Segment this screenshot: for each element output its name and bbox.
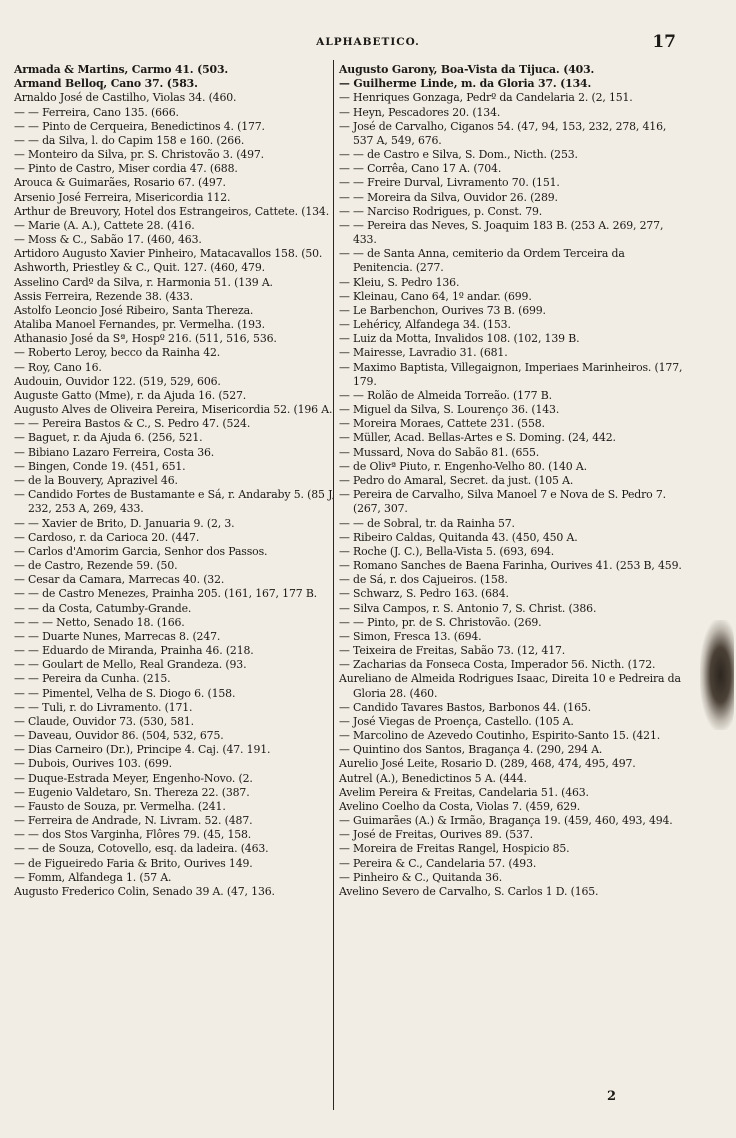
directory-entry: — — Ferreira, Cano 135. (666. [14,105,179,119]
directory-entry: — de Castro, Rezende 59. (50. [14,559,178,573]
directory-entry: — Pinheiro & C., Quitanda 36. [339,870,503,884]
directory-entry: — Cardoso, r. da Carioca 20. (447. [14,530,200,544]
signature-mark: 2 [606,1089,616,1104]
directory-entry: — de Sá, r. dos Cajueiros. (158. [339,573,508,587]
directory-entry: — Dubois, Ourives 103. (699. [14,757,172,771]
directory-entry: Artidoro Augusto Xavier Pinheiro, Matacavallos 158. (50. [14,247,323,261]
directory-entry: — — Pereira da Cunha. (215. [14,672,171,686]
directory-entry: — Lehéricy, Alfandega 34. (153. [339,318,511,332]
directory-entry: — Moreira de Freitas Rangel, Hospicio 85. [339,842,570,856]
directory-entry: — — dos Stos Varginha, Flôres 79. (45, 158. [14,828,252,842]
directory-entry: — — de Castro Menezes, Prainha 205. (161, 167, 177 B. [14,587,317,601]
directory-entry: — — Pinto, pr. de S. Christovão. (269. [339,615,542,629]
directory-entry: Avelino Severo de Carvalho, S. Carlos 1 D. (165. [339,884,599,898]
directory-entry: — Mairesse, Lavradio 31. (681. [339,346,508,360]
directory-entry: — — Pereira Bastos & C., S. Pedro 47. (524. [14,417,251,431]
directory-entry: — de Figueiredo Faria & Brito, Ourives 149. [14,856,253,870]
directory-entry: Arouca & Guimarães, Rosario 67. (497. [14,176,226,190]
directory-entry: — Silva Campos, r. S. Antonio 7, S. Christ. (386. [339,601,597,615]
directory-entry: — Carlos d'Amorim Garcia, Senhor dos Passos. [14,544,268,558]
directory-entry: — Roche (J. C.), Bella-Vista 5. (693, 694. [339,544,555,558]
directory-entry: — Heyn, Pescadores 20. (134. [339,105,501,119]
directory-entry: — Zacharias da Fonseca Costa, Imperador 56. Nicth. (172. [339,658,656,672]
directory-entry: — — Moreira da Silva, Ouvidor 26. (289. [339,190,558,204]
directory-entry: Ashworth, Priestley & C., Quit. 127. (460, 479. [14,261,265,275]
directory-entry: — Roberto Leroy, becco da Rainha 42. [14,346,221,360]
directory-entry: — — Duarte Nunes, Marrecas 8. (247. [14,629,221,643]
column-rule [333,60,334,1110]
directory-entry: — Pereira de Carvalho, Silva Manoel 7 e Nova de S. Pedro 7. (267, 307. [339,488,666,516]
directory-entry: — Eugenio Valdetaro, Sn. Thereza 22. (387. [14,785,250,799]
directory-entry: — Maximo Baptista, Villegaignon, Imperiaes Marinheiros. (177, 179. [339,360,683,388]
directory-entry: Arnaldo José de Castilho, Violas 34. (460. [14,91,237,105]
directory-entry: — Miguel da Silva, S. Lourenço 36. (143. [339,403,560,417]
directory-entry: — — de Sobral, tr. da Rainha 57. [339,516,515,530]
page-header [0,34,736,56]
directory-entry: — Müller, Acad. Bellas-Artes e S. Doming. (24, 442. [339,431,616,445]
directory-entry: — Pedro do Amaral, Secret. da just. (105 A. [339,473,574,487]
directory-entry: — Mussard, Nova do Sabão 81. (655. [339,445,540,459]
directory-entry: Augusto Frederico Colin, Senado 39 A. (47, 136. [14,884,275,898]
directory-entry: — Guilherme Linde, m. da Gloria 37. (134. [339,77,592,91]
directory-entry: — Candido Fortes de Bustamante e Sá, r. Andaraby 5. (85 J, 232, 253 A, 269, 433. [14,488,335,516]
directory-entry: — — Eduardo de Miranda, Prainha 46. (218. [14,644,254,658]
directory-entry: — — Rolão de Almeida Torreão. (177 B. [339,388,552,402]
directory-entry: Asselino Cardº da Silva, r. Harmonia 51. (139 A. [14,275,273,289]
right-column [339,63,684,899]
directory-entry: — Daveau, Ouvidor 86. (504, 532, 675. [14,729,224,743]
directory-entry: Augusto Garony, Boa-Vista da Tijuca. (403. [339,63,595,76]
directory-entry: — Le Barbenchon, Ourives 73 B. (699. [339,303,546,317]
directory-entry: — — Tuli, r. do Livramento. (171. [14,700,193,714]
directory-entry: — — Xavier de Brito, D. Januaria 9. (2, 3. [14,516,235,530]
directory-entry: — Marcolino de Azevedo Coutinho, Espirito-Santo 15. (421. [339,729,661,743]
directory-entry: Ataliba Manoel Fernandes, pr. Vermelha. (193. [14,318,265,332]
directory-entry: — Kleinau, Cano 64, 1º andar. (699. [339,289,532,303]
directory-entry: — Cesar da Camara, Marrecas 40. (32. [14,573,225,587]
directory-entry: — — — Netto, Senado 18. (166. [14,615,185,629]
directory-entry: — — Freire Durval, Livramento 70. (151. [339,176,560,190]
directory-entry: — Monteiro da Silva, pr. S. Christovão 3. (497. [14,148,264,162]
directory-entry: — Henriques Gonzaga, Pedrº da Candelaria 2. (2, 151. [339,91,633,105]
page-number: 17 [652,32,676,52]
directory-entry: — Ribeiro Caldas, Quitanda 43. (450, 450 A. [339,530,578,544]
directory-entry: — — de Castro e Silva, S. Dom., Nicth. (253. [339,148,578,162]
directory-entry: Augusto Alves de Oliveira Pereira, Misericordia 52. (196 A. [14,403,333,417]
directory-entry: — — Goulart de Mello, Real Grandeza. (93. [14,658,247,672]
directory-entry: — José Viegas de Proença, Castello. (105 A. [339,714,574,728]
directory-entry: — — Pinto de Cerqueira, Benedictinos 4. (177. [14,119,265,133]
directory-entry: — Baguet, r. da Ajuda 6. (256, 521. [14,431,203,445]
directory-entry: — Kleiu, S. Pedro 136. [339,275,460,289]
directory-entry: Arthur de Breuvory, Hotel dos Estrangeiros, Cattete. (134. [14,204,330,218]
directory-entry: — José de Freitas, Ourives 89. (537. [339,828,533,842]
directory-entry: — de Olivª Piuto, r. Engenho-Velho 80. (140 A. [339,459,587,473]
directory-entry: — — da Silva, l. do Capim 158 e 160. (266. [14,133,245,147]
directory-entry: Astolfo Leoncio José Ribeiro, Santa Thereza. [14,303,254,317]
running-head: ALPHABETICO. [316,36,420,48]
directory-entry: Avelim Pereira & Freitas, Candelaria 51. (463. [339,785,589,799]
directory-entry: — Teixeira de Freitas, Sabão 73. (12, 417. [339,644,566,658]
directory-entry: — Moss & C., Sabão 17. (460, 463. [14,233,202,247]
directory-entry: — Schwarz, S. Pedro 163. (684. [339,587,509,601]
directory-entry: — Bingen, Conde 19. (451, 651. [14,459,186,473]
directory-entry: Avelino Coelho da Costa, Violas 7. (459, 629. [339,799,581,813]
directory-entry: — — Pimentel, Velha de S. Diogo 6. (158. [14,686,236,700]
directory-entry: Assis Ferreira, Rezende 38. (433. [14,289,193,303]
directory-entry: — Candido Tavares Bastos, Barbonos 44. (165. [339,700,591,714]
directory-entry: Armada & Martins, Carmo 41. (503. [14,63,229,76]
directory-entry: — — Corrêa, Cano 17 A. (704. [339,162,502,176]
directory-entry: — Fomm, Alfandega 1. (57 A. [14,870,172,884]
directory-entry: — Luiz da Motta, Invalidos 108. (102, 139 B. [339,332,580,346]
directory-entry: Audouin, Ouvidor 122. (519, 529, 606. [14,374,221,388]
directory-entry: Armand Belloq, Cano 37. (583. [14,77,198,91]
directory-entry: — Pinto de Castro, Miser cordia 47. (688. [14,162,238,176]
directory-entry: — Pereira & C., Candelaria 57. (493. [339,856,537,870]
directory-entry: — Marie (A. A.), Cattete 28. (416. [14,218,195,232]
directory-entry: — Quintino dos Santos, Bragança 4. (290, 294 A. [339,743,603,757]
directory-entry: — José de Carvalho, Ciganos 54. (47, 94, 153, 232, 278, 416, 537 A, 549, 676. [339,119,667,147]
directory-entry: — — da Costa, Catumby-Grande. [14,601,192,615]
directory-entry: — Moreira Moraes, Cattete 231. (558. [339,417,545,431]
directory-entry: — — Narciso Rodrigues, p. Const. 79. [339,204,543,218]
left-column [14,63,336,899]
directory-entry: Arsenio José Ferreira, Misericordia 112. [14,190,231,204]
directory-entry: — Fausto de Souza, pr. Vermelha. (241. [14,799,226,813]
directory-entry: — Dias Carneiro (Dr.), Principe 4. Caj. (47. 191. [14,743,271,757]
directory-entry: — — de Souza, Cotovello, esq. da ladeira. (463. [14,842,269,856]
directory-entry: Aurelio José Leite, Rosario D. (289, 468, 474, 495, 497. [339,757,636,771]
directory-entry: — Simon, Fresca 13. (694. [339,629,482,643]
directory-entry: — Claude, Ouvidor 73. (530, 581. [14,714,194,728]
directory-entry: — Guimarães (A.) & Irmão, Bragança 19. (459, 460, 493, 494. [339,814,673,828]
directory-entry: — Bibiano Lazaro Ferreira, Costa 36. [14,445,215,459]
directory-entry: — Ferreira de Andrade, N. Livram. 52. (487. [14,814,253,828]
directory-entry: — Roy, Cano 16. [14,360,102,374]
directory-entry: — — Pereira das Neves, S. Joaquim 183 B. (253 A. 269, 277, 433. [339,218,664,247]
directory-entry: — — de Santa Anna, cemiterio da Ordem Terceira da Penitencia. (277. [339,247,625,275]
directory-entry: — de la Bouvery, Aprazivel 46. [14,473,178,487]
directory-entry: — Romano Sanches de Baena Farinha, Ourives 41. (253 B, 459. [339,559,682,573]
page-stain [700,620,734,730]
directory-entry: Aureliano de Almeida Rodrigues Isaac, Direita 10 e Pedreira da Gloria 28. (460. [339,672,681,700]
directory-entry: Autrel (A.), Benedictinos 5 A. (444. [339,771,527,785]
directory-entry: Athanasio José da Sª, Hospº 216. (511, 516, 536. [14,332,277,346]
directory-entry: — Duque-Estrada Meyer, Engenho-Novo. (2. [14,771,253,785]
directory-entry: Auguste Gatto (Mme), r. da Ajuda 16. (527. [14,388,247,402]
